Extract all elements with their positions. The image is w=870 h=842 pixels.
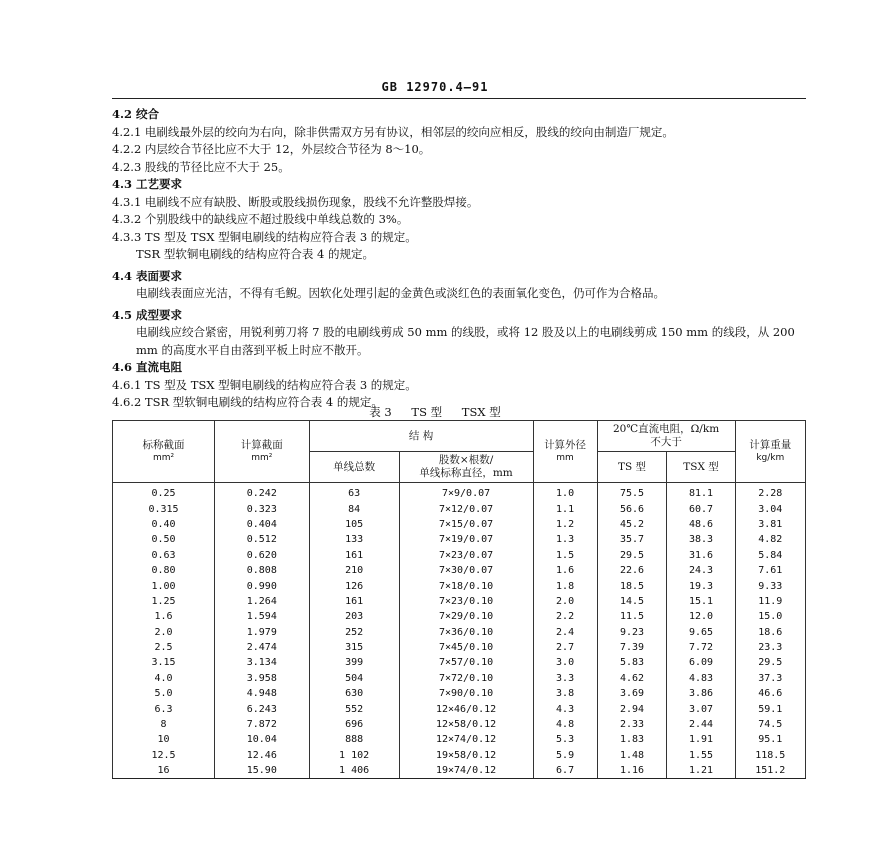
header-outer-unit: mm: [556, 452, 574, 463]
header-tsx: TSX 型: [667, 452, 735, 483]
cell-wire-count: 161: [309, 594, 399, 609]
cell-wire-count: 84: [309, 501, 399, 516]
clause-4-2-2: 4.2.2 内层绞合节径比应不大于 12，外层绞合节径为 8～10。: [112, 142, 431, 156]
cell-wire-count: 399: [309, 655, 399, 670]
cell-nominal: 0.50: [113, 532, 215, 547]
table-row: [113, 483, 806, 502]
cell-nominal: 0.63: [113, 548, 215, 563]
header-outer: [533, 421, 597, 483]
cell-calc: 4.948: [215, 686, 310, 701]
cell-outer: 6.7: [533, 763, 597, 779]
cell-strand: 7×15/0.07: [399, 517, 533, 532]
cell-outer: 1.1: [533, 501, 597, 516]
cell-calc: 10.04: [215, 732, 310, 747]
cell-outer: 3.3: [533, 671, 597, 686]
cell-res-tsx: 1.55: [667, 748, 735, 763]
cell-nominal: 1.25: [113, 594, 215, 609]
cell-weight: 118.5: [735, 748, 805, 763]
cell-strand: 7×90/0.10: [399, 686, 533, 701]
cell-res-ts: 11.5: [597, 609, 667, 624]
header-calc: [215, 421, 310, 483]
cell-outer: 1.8: [533, 578, 597, 593]
cell-strand: 7×45/0.10: [399, 640, 533, 655]
cell-wire-count: 1 406: [309, 763, 399, 779]
table-row: [113, 655, 806, 670]
page-header: GB 12970.4—91: [381, 80, 489, 94]
cell-weight: 3.04: [735, 501, 805, 516]
cell-weight: 9.33: [735, 578, 805, 593]
header-wire-count: 单线总数: [309, 452, 399, 483]
cell-res-tsx: 81.1: [667, 483, 735, 502]
cell-res-tsx: 12.0: [667, 609, 735, 624]
cell-res-tsx: 3.07: [667, 701, 735, 716]
header-ts: TS 型: [597, 452, 667, 483]
cell-calc: 3.958: [215, 671, 310, 686]
cell-calc: 12.46: [215, 748, 310, 763]
cell-calc: 0.808: [215, 563, 310, 578]
cell-res-tsx: 9.65: [667, 625, 735, 640]
cell-weight: 4.82: [735, 532, 805, 547]
cell-res-ts: 1.83: [597, 732, 667, 747]
cell-calc: 1.979: [215, 625, 310, 640]
cell-res-ts: 5.83: [597, 655, 667, 670]
cell-strand: 7×19/0.07: [399, 532, 533, 547]
table-row: [113, 701, 806, 716]
table-caption-label: 表 3: [369, 405, 392, 419]
cell-calc: 0.620: [215, 548, 310, 563]
clause-4-2-1: 4.2.1 电刷线最外层的绞向为右向，除非供需双方另有协议，相邻层的绞向应相反，股线的绞向由制造厂规定。: [112, 124, 674, 139]
cell-outer: 3.8: [533, 686, 597, 701]
cell-strand: 7×30/0.07: [399, 563, 533, 578]
cell-res-ts: 45.2: [597, 517, 667, 532]
cell-res-tsx: 15.1: [667, 594, 735, 609]
table-caption-type2: TSX 型: [461, 405, 501, 419]
header-structure: 结 构: [309, 421, 533, 452]
cell-nominal: 6.3: [113, 701, 215, 716]
header-weight-unit: kg/km: [756, 452, 785, 463]
header-calc-label: 计算截面: [240, 438, 283, 451]
table-row: [113, 594, 806, 609]
cell-calc: 1.264: [215, 594, 310, 609]
cell-strand: 12×46/0.12: [399, 701, 533, 716]
table-row: [113, 517, 806, 532]
table-caption-type1: TS 型: [411, 405, 443, 419]
cell-strand: 7×23/0.10: [399, 594, 533, 609]
cell-res-tsx: 38.3: [667, 532, 735, 547]
table-row: [113, 732, 806, 747]
section-4-6-title: 4.6 直流电阻: [112, 360, 183, 374]
cell-res-tsx: 1.21: [667, 763, 735, 779]
table-row: [113, 686, 806, 701]
cell-outer: 5.3: [533, 732, 597, 747]
cell-res-ts: 1.48: [597, 748, 667, 763]
table-row: [113, 671, 806, 686]
cell-strand: 19×58/0.12: [399, 748, 533, 763]
cell-res-tsx: 60.7: [667, 501, 735, 516]
cell-weight: 3.81: [735, 517, 805, 532]
cell-outer: 2.4: [533, 625, 597, 640]
cell-calc: 0.404: [215, 517, 310, 532]
table-row: [113, 578, 806, 593]
table-row: [113, 548, 806, 563]
cell-weight: 15.0: [735, 609, 805, 624]
cell-wire-count: 888: [309, 732, 399, 747]
cell-strand: 12×74/0.12: [399, 732, 533, 747]
cell-strand: 7×23/0.07: [399, 548, 533, 563]
clause-4-5-text: 电刷线应绞合紧密，用锐利剪刀将 7 股的电刷线剪成 50 mm 的线股，或将 12 股及以上的电刷线剪成 150 mm 的线段，从 200 mm 的高度水平自由落到平板上时应不散开。: [136, 325, 795, 357]
cell-weight: 59.1: [735, 701, 805, 716]
cell-weight: 37.3: [735, 671, 805, 686]
cell-res-ts: 18.5: [597, 578, 667, 593]
header-nominal-unit: mm²: [152, 452, 175, 463]
cell-res-tsx: 24.3: [667, 563, 735, 578]
cell-nominal: 0.25: [113, 483, 215, 502]
table-row: [113, 501, 806, 516]
cell-wire-count: 126: [309, 578, 399, 593]
cell-weight: 95.1: [735, 732, 805, 747]
cell-outer: 4.8: [533, 717, 597, 732]
header-resistance: [597, 421, 735, 452]
cell-res-tsx: 4.83: [667, 671, 735, 686]
table-row: [113, 717, 806, 732]
section-4-4-title: 4.4 表面要求: [112, 268, 183, 283]
table-row: [113, 763, 806, 779]
cell-outer: 2.0: [533, 594, 597, 609]
cell-res-ts: 2.94: [597, 701, 667, 716]
clause-4-3-3: 4.3.3 TS 型及 TSX 型铜电刷线的结构应符合表 3 的规定。: [112, 229, 417, 244]
table-row: [113, 563, 806, 578]
header-nominal-label: 标称截面: [142, 438, 185, 451]
cell-outer: 1.3: [533, 532, 597, 547]
cell-res-ts: 14.5: [597, 594, 667, 609]
cell-res-tsx: 48.6: [667, 517, 735, 532]
cell-calc: 3.134: [215, 655, 310, 670]
cell-nominal: 16: [113, 763, 215, 779]
cell-strand: 7×18/0.10: [399, 578, 533, 593]
cell-res-tsx: 6.09: [667, 655, 735, 670]
cell-wire-count: 161: [309, 548, 399, 563]
cell-wire-count: 105: [309, 517, 399, 532]
cell-nominal: 0.80: [113, 563, 215, 578]
header-resistance-line1: 20℃直流电阻，Ω/km: [613, 423, 720, 435]
cell-nominal: 0.40: [113, 517, 215, 532]
cell-outer: 3.0: [533, 655, 597, 670]
cell-weight: 5.84: [735, 548, 805, 563]
cell-wire-count: 63: [309, 483, 399, 502]
cell-res-tsx: 1.91: [667, 732, 735, 747]
cell-wire-count: 630: [309, 686, 399, 701]
cell-outer: 4.3: [533, 701, 597, 716]
clause-4-3-3-tsr: TSR 型软铜电刷线的结构应符合表 4 的规定。: [136, 247, 374, 261]
cell-strand: 7×29/0.10: [399, 609, 533, 624]
cell-wire-count: 1 102: [309, 748, 399, 763]
cell-res-ts: 2.33: [597, 717, 667, 732]
cell-strand: 7×72/0.10: [399, 671, 533, 686]
cell-nominal: 2.5: [113, 640, 215, 655]
section-4-5-title: 4.5 成型要求: [112, 307, 183, 322]
cell-outer: 1.6: [533, 563, 597, 578]
clause-4-4-text: 电刷线表面应光洁，不得有毛鲵。因软化处理引起的金黄色或淡红色的表面氧化变色，仍可作为合格品。: [136, 286, 665, 300]
header-nominal: [113, 421, 215, 483]
cell-res-ts: 9.23: [597, 625, 667, 640]
cell-strand: 7×57/0.10: [399, 655, 533, 670]
cell-weight: 29.5: [735, 655, 805, 670]
cell-res-tsx: 2.44: [667, 717, 735, 732]
cell-nominal: 0.315: [113, 501, 215, 516]
cell-nominal: 1.00: [113, 578, 215, 593]
cell-outer: 2.2: [533, 609, 597, 624]
section-4-3-title: 4.3 工艺要求: [112, 177, 183, 191]
header-weight: [735, 421, 805, 483]
table-caption: [0, 404, 870, 420]
table-row: [113, 640, 806, 655]
header-outer-label: 计算外径: [544, 438, 587, 451]
cell-outer: 1.2: [533, 517, 597, 532]
cell-calc: 0.242: [215, 483, 310, 502]
cell-res-ts: 75.5: [597, 483, 667, 502]
cell-nominal: 4.0: [113, 671, 215, 686]
cell-weight: 151.2: [735, 763, 805, 779]
clause-4-6-2: 4.6.2 TSR 型软铜电刷线的结构应符合表 4 的规定。: [112, 395, 383, 409]
header-strand-line1: 股数×根数/: [438, 454, 494, 466]
cell-wire-count: 252: [309, 625, 399, 640]
cell-outer: 5.9: [533, 748, 597, 763]
cell-nominal: 2.0: [113, 625, 215, 640]
cell-weight: 18.6: [735, 625, 805, 640]
cell-res-tsx: 3.86: [667, 686, 735, 701]
header-weight-label: 计算重量: [749, 438, 792, 451]
cell-nominal: 12.5: [113, 748, 215, 763]
table-row: [113, 532, 806, 547]
cell-nominal: 8: [113, 717, 215, 732]
cell-strand: 19×74/0.12: [399, 763, 533, 779]
cell-res-ts: 56.6: [597, 501, 667, 516]
cell-wire-count: 552: [309, 701, 399, 716]
cell-calc: 7.872: [215, 717, 310, 732]
cell-strand: 7×12/0.07: [399, 501, 533, 516]
cell-res-ts: 22.6: [597, 563, 667, 578]
cell-wire-count: 210: [309, 563, 399, 578]
cell-strand: 7×9/0.07: [399, 483, 533, 502]
cell-outer: 1.5: [533, 548, 597, 563]
cell-outer: 1.0: [533, 483, 597, 502]
cell-calc: 15.90: [215, 763, 310, 779]
table-row: [113, 609, 806, 624]
cell-strand: 7×36/0.10: [399, 625, 533, 640]
cell-calc: 0.512: [215, 532, 310, 547]
cell-wire-count: 315: [309, 640, 399, 655]
section-4-2-title: 4.2 绞合: [112, 107, 160, 121]
cell-res-ts: 4.62: [597, 671, 667, 686]
cell-weight: 46.6: [735, 686, 805, 701]
table-row: [113, 748, 806, 763]
table-row: [113, 625, 806, 640]
cell-weight: 11.9: [735, 594, 805, 609]
cell-nominal: 10: [113, 732, 215, 747]
cell-res-ts: 35.7: [597, 532, 667, 547]
cell-calc: 1.594: [215, 609, 310, 624]
cell-res-tsx: 31.6: [667, 548, 735, 563]
cell-res-ts: 1.16: [597, 763, 667, 779]
header-strand-line2: 单线标称直径，mm: [419, 467, 513, 479]
cell-nominal: 5.0: [113, 686, 215, 701]
clause-4-3-2: 4.3.2 个别股线中的缺线应不超过股线中单线总数的 3%。: [112, 212, 409, 226]
cell-weight: 2.28: [735, 483, 805, 502]
clause-4-6-1: 4.6.1 TS 型及 TSX 型铜电刷线的结构应符合表 3 的规定。: [112, 377, 417, 392]
cell-res-ts: 3.69: [597, 686, 667, 701]
cell-nominal: 3.15: [113, 655, 215, 670]
cell-res-tsx: 19.3: [667, 578, 735, 593]
cell-calc: 0.990: [215, 578, 310, 593]
cell-calc: 2.474: [215, 640, 310, 655]
header-calc-unit: mm²: [251, 452, 273, 463]
cell-outer: 2.7: [533, 640, 597, 655]
cell-wire-count: 203: [309, 609, 399, 624]
cell-nominal: 1.6: [113, 609, 215, 624]
document-body: [112, 106, 806, 412]
cell-res-tsx: 7.72: [667, 640, 735, 655]
cell-weight: 74.5: [735, 717, 805, 732]
cable-spec-table: [112, 420, 806, 779]
header-rule: [112, 98, 806, 99]
cell-calc: 6.243: [215, 701, 310, 716]
cell-calc: 0.323: [215, 501, 310, 516]
cell-weight: 23.3: [735, 640, 805, 655]
cell-res-ts: 29.5: [597, 548, 667, 563]
clause-4-2-3: 4.2.3 股线的节径比应不大于 25。: [112, 159, 290, 174]
cell-res-ts: 7.39: [597, 640, 667, 655]
cell-weight: 7.61: [735, 563, 805, 578]
header-strand: [399, 452, 533, 483]
cell-strand: 12×58/0.12: [399, 717, 533, 732]
cell-wire-count: 133: [309, 532, 399, 547]
cell-wire-count: 504: [309, 671, 399, 686]
clause-4-3-1: 4.3.1 电刷线不应有缺股、断股或股线损伤现象，股线不允许整股焊接。: [112, 194, 479, 209]
header-resistance-line2: 不大于: [650, 436, 682, 448]
cell-wire-count: 696: [309, 717, 399, 732]
